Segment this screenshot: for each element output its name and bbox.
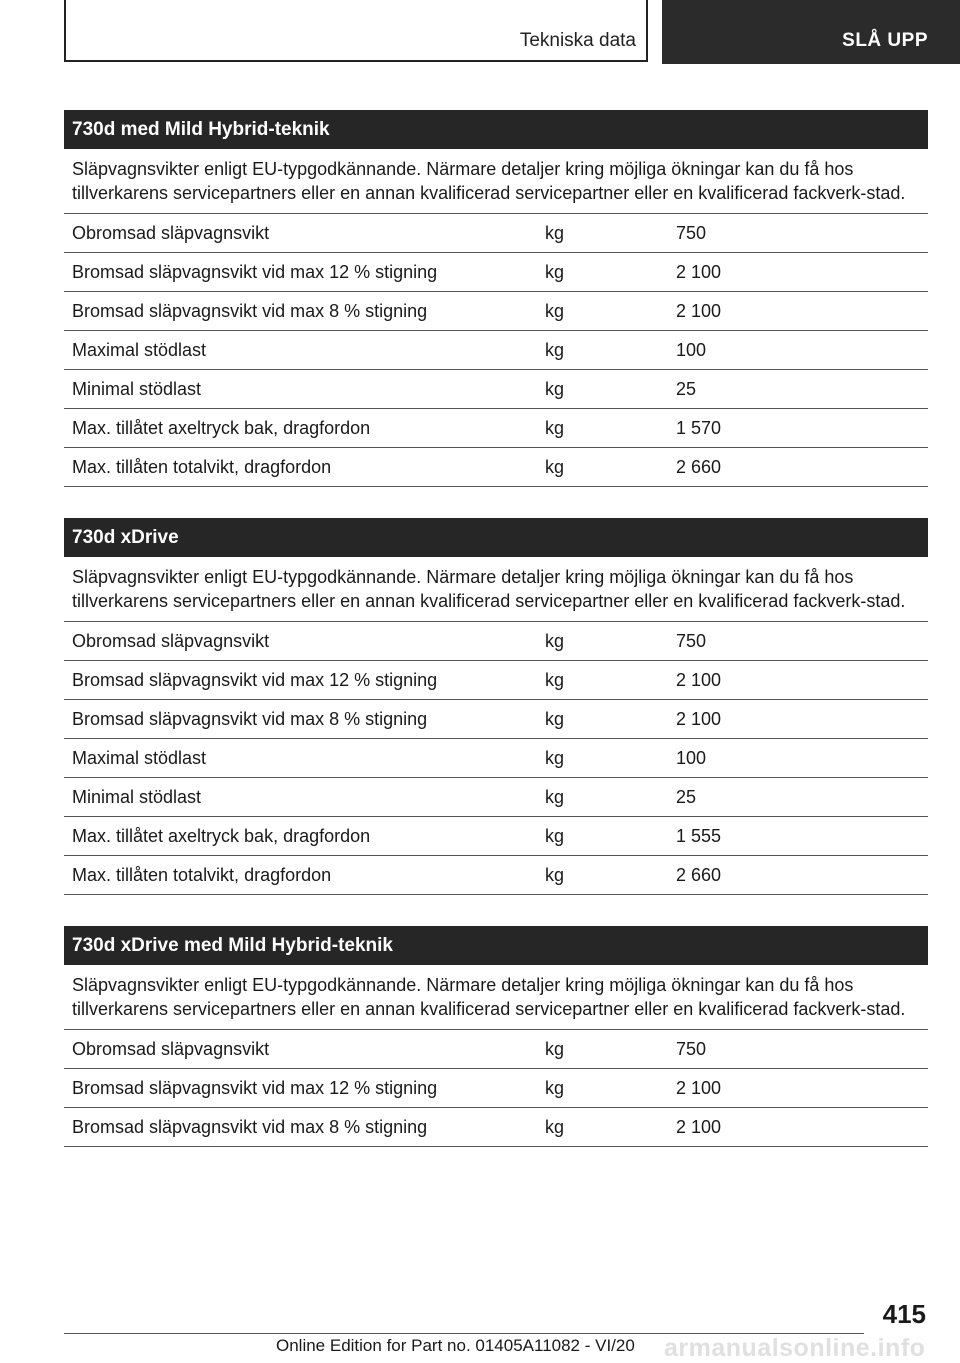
row-unit: kg — [545, 418, 565, 438]
section-title: 730d med Mild Hybrid-teknik — [64, 110, 928, 149]
page-header — [64, 0, 960, 66]
row-unit: kg — [545, 670, 565, 690]
table-row — [64, 661, 928, 700]
row-label: Maximal stödlast — [72, 340, 207, 360]
section-description: Släpvagnsvikter enligt EU-typgodkännande. Närmare detaljer kring möjliga ökningar kan du få hos tillverkarens servicepartners eller en annan kvalificerad servicepartner eller en kvalificerad fackverk-stad. — [64, 149, 928, 214]
row-label: Bromsad släpvagnsvikt vid max 12 % stigning — [72, 1078, 438, 1098]
table-row — [64, 214, 928, 253]
row-label: Max. tillåten totalvikt, dragfordon — [72, 865, 332, 885]
row-value: 2 100 — [676, 262, 722, 282]
row-label: Obromsad släpvagnsvikt — [72, 631, 270, 651]
row-unit: kg — [545, 223, 565, 243]
table-row — [64, 448, 928, 487]
row-unit: kg — [545, 1078, 565, 1098]
row-label: Max. tillåtet axeltryck bak, dragfordon — [72, 418, 371, 438]
row-value: 25 — [676, 379, 697, 399]
watermark: armanualsonline.info — [664, 1334, 926, 1362]
row-label: Minimal stödlast — [72, 379, 202, 399]
spec-section — [64, 110, 928, 487]
row-value: 1 570 — [676, 418, 722, 438]
row-value: 750 — [676, 223, 707, 243]
chapter-title: Tekniska data — [519, 30, 636, 51]
row-value: 2 100 — [676, 301, 722, 321]
row-value: 750 — [676, 631, 707, 651]
row-unit: kg — [545, 301, 565, 321]
table-row — [64, 370, 928, 409]
row-unit: kg — [545, 340, 565, 360]
row-value: 100 — [676, 340, 707, 360]
row-unit: kg — [545, 379, 565, 399]
row-value: 2 100 — [676, 1078, 722, 1098]
row-value: 2 660 — [676, 457, 722, 477]
row-label: Bromsad släpvagnsvikt vid max 8 % stigning — [72, 301, 428, 321]
row-unit: kg — [545, 1117, 565, 1137]
table-row — [64, 700, 928, 739]
row-value: 100 — [676, 748, 707, 768]
table-row — [64, 778, 928, 817]
row-unit: kg — [545, 826, 565, 846]
row-unit: kg — [545, 1039, 565, 1059]
row-unit: kg — [545, 709, 565, 729]
section-description: Släpvagnsvikter enligt EU-typgodkännande. Närmare detaljer kring möjliga ökningar kan du få hos tillverkarens servicepartners eller en annan kvalificerad servicepartner eller en kvalificerad fackverk-stad. — [64, 965, 928, 1030]
section-title: 730d xDrive — [64, 518, 928, 557]
spec-section — [64, 926, 928, 1147]
table-row — [64, 409, 928, 448]
document-content — [64, 110, 928, 1178]
page-number: 415 — [882, 1299, 926, 1329]
row-label: Obromsad släpvagnsvikt — [72, 1039, 270, 1059]
row-unit: kg — [545, 748, 565, 768]
table-row — [64, 1030, 928, 1069]
row-value: 2 660 — [676, 865, 722, 885]
table-row — [64, 1069, 928, 1108]
row-label: Bromsad släpvagnsvikt vid max 12 % stigning — [72, 670, 438, 690]
row-label: Max. tillåtet axeltryck bak, dragfordon — [72, 826, 371, 846]
row-label: Minimal stödlast — [72, 787, 202, 807]
row-unit: kg — [545, 865, 565, 885]
row-label: Bromsad släpvagnsvikt vid max 8 % stigning — [72, 709, 428, 729]
table-row — [64, 253, 928, 292]
table-row — [64, 292, 928, 331]
row-unit: kg — [545, 262, 565, 282]
section-description: Släpvagnsvikter enligt EU-typgodkännande. Närmare detaljer kring möjliga ökningar kan du få hos tillverkarens servicepartners eller en annan kvalificerad servicepartner eller en kvalificerad fackverk-stad. — [64, 557, 928, 622]
spec-section — [64, 518, 928, 895]
row-label: Bromsad släpvagnsvikt vid max 12 % stigning — [72, 262, 438, 282]
row-value: 2 100 — [676, 709, 722, 729]
section-title: 730d xDrive med Mild Hybrid-teknik — [64, 926, 928, 965]
row-value: 2 100 — [676, 670, 722, 690]
row-value: 1 555 — [676, 826, 722, 846]
row-label: Bromsad släpvagnsvikt vid max 8 % stigning — [72, 1117, 428, 1137]
row-label: Max. tillåten totalvikt, dragfordon — [72, 457, 332, 477]
table-row — [64, 856, 928, 895]
table-row — [64, 622, 928, 661]
table-row — [64, 331, 928, 370]
table-row — [64, 1108, 928, 1147]
edition-text: Online Edition for Part no. 01405A11082 - VI/20 — [276, 1336, 635, 1355]
row-value: 25 — [676, 787, 697, 807]
row-label: Obromsad släpvagnsvikt — [72, 223, 270, 243]
row-unit: kg — [545, 457, 565, 477]
row-unit: kg — [545, 787, 565, 807]
row-label: Maximal stödlast — [72, 748, 207, 768]
row-unit: kg — [545, 631, 565, 651]
row-value: 2 100 — [676, 1117, 722, 1137]
row-value: 750 — [676, 1039, 707, 1059]
chapter-tab[interactable] — [662, 0, 960, 64]
table-row — [64, 739, 928, 778]
table-row — [64, 817, 928, 856]
chapter-tab-label: SLÅ UPP — [842, 30, 928, 51]
